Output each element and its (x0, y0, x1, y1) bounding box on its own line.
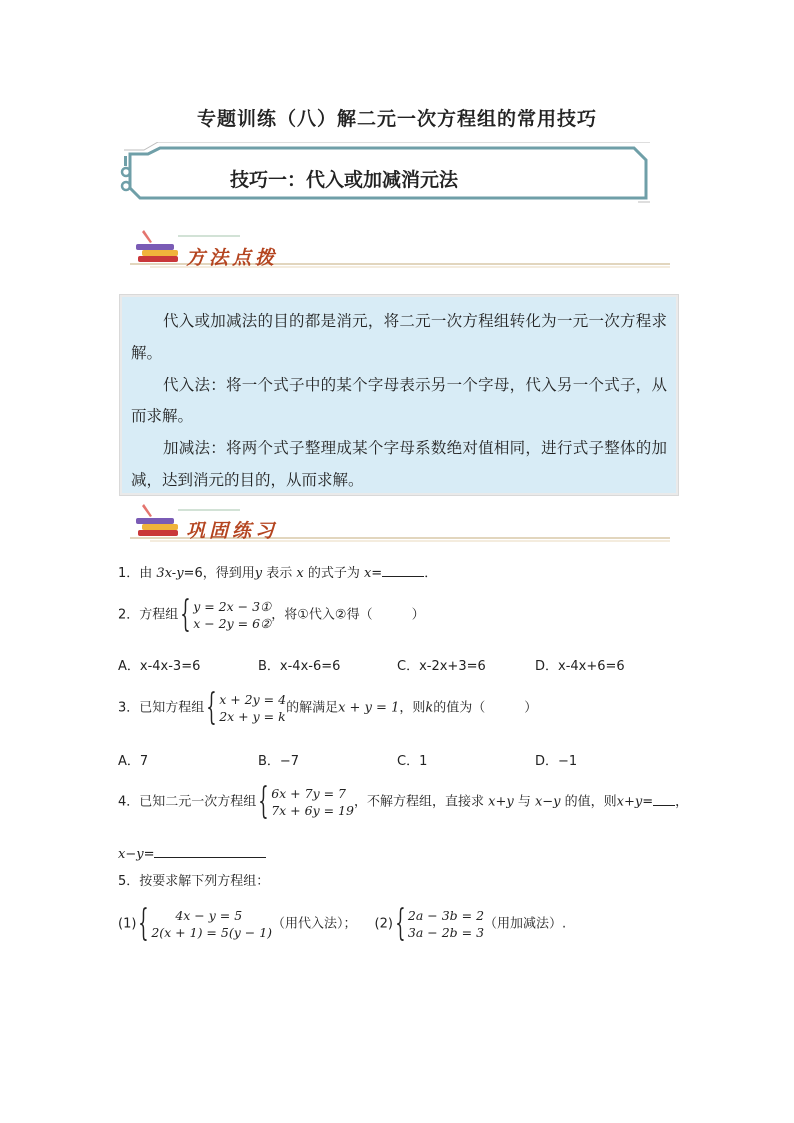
option-d[interactable]: D．−1 (535, 754, 578, 769)
option-b[interactable]: B．x-4x-6=6 (258, 659, 341, 674)
section-label-method: 方法点拨 (186, 247, 279, 269)
question-2: 2．方程组 { y = 2x − 3① x − 2y = 6② ，将①代入②得（ ） (118, 594, 425, 635)
tip-paragraph: 加减法：将两个式子整理成某个字母系数绝对值相同，进行式子整体的加减，达到消元的目的，从而求解。 (131, 439, 667, 489)
tip-paragraph: 代入法：将一个式子中的某个字母表示另一个字母，代入另一个式子，从而求解。 (131, 375, 667, 426)
method-tip-box (122, 297, 676, 493)
section-label-practice: 巩固练习 (186, 520, 279, 542)
option-b[interactable]: B．−7 (258, 754, 300, 769)
section-header-practice (130, 500, 670, 544)
tip-paragraph: 代入或加减法的目的都是消元，将二元一次方程组转化为一元一次方程求解。 (131, 312, 667, 362)
option-d[interactable]: D．x-4x+6=6 (535, 659, 625, 674)
question-5: 5．按要求解下列方程组： (118, 874, 270, 889)
question-4-continued: x−y= (118, 843, 266, 864)
equation-system: { y = 2x − 3① x − 2y = 6② (180, 594, 272, 635)
question-4: 4．已知二元一次方程组 { 6x + 7y = 7 7x + 6y = 19 ，不解方程组，直接求 x+y 与 x−y 的值，则x+y= ， (118, 781, 689, 822)
option-a[interactable]: A．x-4x-3=6 (118, 659, 201, 674)
question-1: 1．由 3x-y=6，得到用y 表示 x 的式子为 x= ． (118, 562, 437, 583)
equation-system: { 4x − y = 5 2(x + 1) = 5(y − 1) (138, 903, 273, 944)
answer-blank[interactable] (653, 791, 675, 806)
option-c[interactable]: C．x-2x+3=6 (397, 659, 486, 674)
equation-system: { x + 2y = 4 2x + y = k (206, 687, 287, 728)
section-header-method (130, 226, 670, 270)
question-5-parts: (1) { 4x − y = 5 2(x + 1) = 5(y − 1) （用代入法）； (2) { 2a − 3b = 2 3a − 2b = 3 （用加减法）. (118, 903, 567, 944)
option-c[interactable]: C．1 (397, 754, 428, 769)
page-title: 专题训练（八）解二元一次方程组的常用技巧 (196, 108, 597, 130)
question-3: 3．已知方程组 { x + 2y = 4 2x + y = k 的解满足x + y = 1，则k的值为（ ） (118, 687, 538, 728)
option-a[interactable]: A．7 (118, 754, 149, 769)
answer-blank[interactable] (154, 843, 266, 858)
answer-blank[interactable] (382, 562, 424, 577)
banner-title: 技巧一：代入或加减消元法 (230, 169, 459, 191)
equation-system: { 2a − 3b = 2 3a − 2b = 3 (395, 903, 485, 944)
equation-system: { 6x + 7y = 7 7x + 6y = 19 (258, 781, 354, 822)
